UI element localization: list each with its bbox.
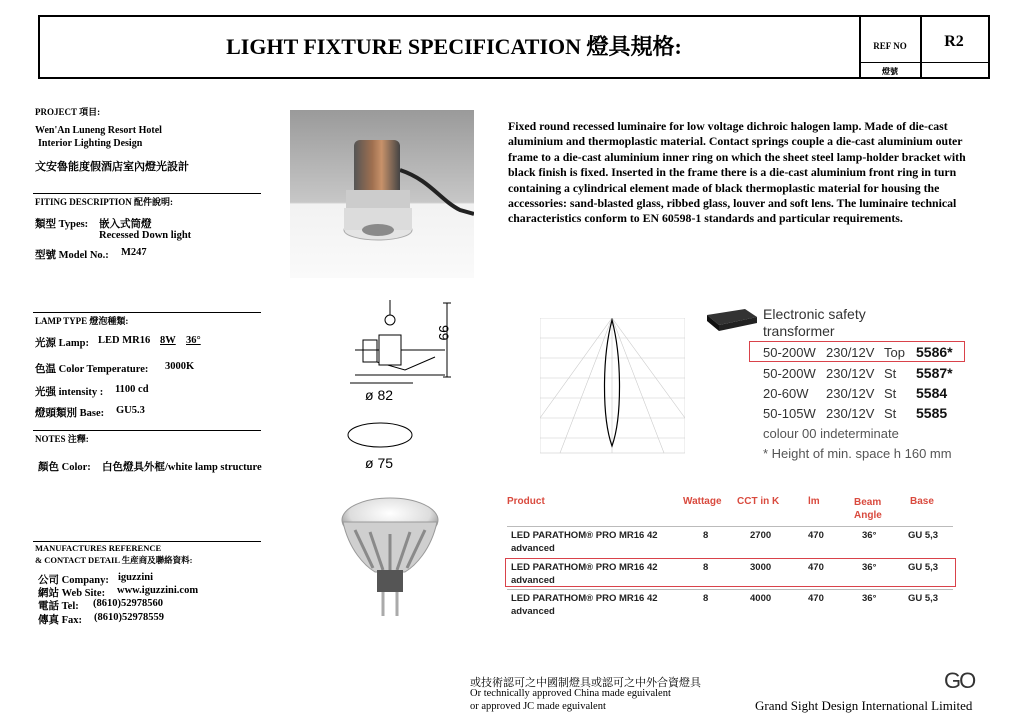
dimension-outer-diameter: ø 82: [365, 387, 394, 403]
product-name-suffix: advanced: [511, 543, 555, 554]
web-value: www.iguzzini.com: [117, 585, 199, 596]
transformer-range: 50-200W: [763, 366, 816, 381]
fax-label: 傳真 Fax:: [38, 615, 83, 626]
model-label: 型號 Model No.:: [35, 250, 109, 261]
transformer-title1: Electronic safety: [763, 306, 866, 322]
project-line3: 文安魯能度假酒店室內燈光設計: [35, 161, 189, 173]
ref-no-value: R2: [944, 33, 964, 50]
lamp-source-label: 光源 Lamp:: [35, 338, 89, 349]
lamp-photo: [335, 490, 445, 620]
lamp-source-c: 36°: [186, 335, 201, 346]
project-line1: Wen'An Luneng Resort Hotel: [35, 125, 162, 136]
transformer-voltage: 230/12V: [826, 386, 875, 401]
lamp-label: LAMP TYPE 燈泡種類:: [35, 316, 129, 326]
header-divider: [859, 62, 990, 63]
color-value: 白色燈具外框/white lamp structure: [102, 462, 262, 473]
colour-note: colour 00 indeterminate: [763, 426, 899, 441]
dimension-drawing: [335, 295, 475, 475]
lamp-source-a: LED MR16: [98, 335, 151, 346]
color-temp-label: 色温 Color Temperature:: [35, 364, 149, 375]
company-logo: GO: [944, 668, 975, 693]
fax-value: (8610)52978559: [94, 612, 164, 623]
company-label: 公司 Company:: [38, 575, 109, 586]
notes-label: NOTES 注釋:: [35, 434, 89, 444]
header-divider: [920, 15, 922, 79]
transformer-voltage: 230/12V: [826, 366, 875, 381]
photometric-diagram: [540, 318, 685, 463]
product-name-suffix: advanced: [511, 575, 555, 586]
product-name-suffix: advanced: [511, 606, 555, 617]
section-divider: [33, 312, 261, 313]
product-base: GU 5,3: [908, 593, 939, 604]
ref-no-cn-label: 燈號: [882, 67, 898, 76]
lamp-source-b: 8W: [160, 335, 176, 346]
company-value: iguzzini: [118, 572, 154, 583]
types-label: 類型 Types:: [35, 219, 89, 230]
fitting-label: FITING DESCRIPTION 配件說明:: [35, 197, 174, 207]
section-divider: [33, 541, 261, 542]
transformer-range: 50-105W: [763, 406, 816, 421]
product-lm: 470: [808, 530, 824, 541]
project-label: PROJECT 項目:: [35, 107, 101, 117]
transformer-code: 5587*: [916, 365, 953, 381]
product-base: GU 5,3: [908, 562, 939, 573]
footer-en2: or approved JC made eguivalent: [470, 701, 606, 712]
product-beam: 36°: [862, 593, 877, 604]
products-header-beam: Beam Angle: [854, 497, 882, 521]
fixture-description: Fixed round recessed luminaire for low voltage dichroic halogen lamp. Made of die-cast aluminium and thermoplastic material. Contact springs couple a die-cast aluminium outer frame to a die-cast aluminium inner ring on which the sheet steel lamp-holder bracket with black finish is fixed. Inserted in the frame there is a die-cast aluminium front ring in turn containing a cylindrical element made of black thermoplastic material for housing the accessories: sand-blasted glass, ribbed glass, louver and soft lens. The luminaire technical characteristics conform to EN 60598-1 standards and particular requirements.: [508, 119, 966, 226]
tel-label: 電話 Tel:: [38, 601, 79, 612]
product-cct: 2700: [750, 530, 772, 541]
transformer-range: 20-60W: [763, 386, 809, 401]
product-cct: 4000: [750, 593, 772, 604]
header-divider: [859, 15, 861, 79]
fixture-photo-illustration: [290, 110, 474, 278]
product-cct: 3000: [750, 562, 772, 573]
transformer-code: 5585: [916, 405, 948, 421]
products-header-product: Product: [507, 496, 545, 507]
base-value: GU5.3: [116, 405, 145, 416]
products-header-lm: lm: [808, 496, 820, 507]
transformer-mount: Top: [884, 345, 905, 360]
manufacturer-label2: & CONTACT DETAIL 生産商及聯絡資料:: [35, 555, 193, 565]
manufacturer-label1: MANUFACTURES REFERENCE: [35, 543, 162, 553]
product-lm: 470: [808, 593, 824, 604]
transformer-range: 50-200W: [763, 345, 816, 360]
product-wattage: 8: [703, 562, 709, 573]
product-name: LED PARATHOM® PRO MR16 42: [511, 562, 658, 573]
product-name: LED PARATHOM® PRO MR16 42: [511, 593, 658, 604]
transformer-illustration: [705, 305, 760, 333]
tel-value: (8610)52978560: [93, 598, 163, 609]
page-title: LIGHT FIXTURE SPECIFICATION 燈具規格:: [226, 34, 682, 59]
transformer-code: 5584: [916, 385, 948, 401]
section-divider: [33, 430, 261, 431]
types-en: Recessed Down light: [99, 230, 192, 241]
base-label: 燈頭類別 Base:: [35, 408, 105, 419]
table-row-divider: [507, 589, 953, 590]
product-base: GU 5,3: [908, 530, 939, 541]
transformer-mount: St: [884, 366, 897, 381]
dimension-cutout-diameter: ø 75: [365, 455, 394, 471]
footer-cn: 或技術認可之中國制燈具或認可之中外合資燈具: [470, 677, 701, 689]
product-wattage: 8: [703, 593, 709, 604]
products-header-cct: CCT in K: [737, 496, 780, 507]
fixture-photo: [290, 110, 474, 278]
product-lm: 470: [808, 562, 824, 573]
color-label: 顏色 Color:: [38, 462, 91, 473]
transformer-mount: St: [884, 406, 897, 421]
section-divider: [33, 193, 261, 194]
footer-company: Grand Sight Design International Limited: [755, 698, 973, 713]
types-cn: 嵌入式筒燈: [99, 219, 152, 230]
height-note: * Height of min. space h 160 mm: [763, 446, 952, 461]
footer-en1: Or technically approved China made eguivalent: [470, 688, 671, 699]
products-header-wattage: Wattage: [683, 496, 722, 507]
transformer-voltage: 230/12V: [826, 406, 875, 421]
project-line2: Interior Lighting Design: [38, 138, 143, 149]
color-temp-value: 3000K: [165, 361, 195, 372]
products-header-base: Base: [910, 496, 934, 507]
transformer-title2: transformer: [763, 323, 835, 339]
web-label: 網站 Web Site:: [38, 588, 106, 599]
product-beam: 36°: [862, 530, 877, 541]
intensity-label: 光强 intensity :: [35, 387, 104, 398]
transformer-voltage: 230/12V: [826, 345, 875, 360]
dimension-height: 99: [436, 325, 452, 341]
table-row-divider: [507, 526, 953, 527]
transformer-mount: St: [884, 386, 897, 401]
product-beam: 36°: [862, 562, 877, 573]
product-name: LED PARATHOM® PRO MR16 42: [511, 530, 658, 541]
product-wattage: 8: [703, 530, 709, 541]
ref-no-label: REF NO: [873, 41, 907, 51]
model-value: M247: [121, 247, 147, 258]
transformer-code: 5586*: [916, 344, 953, 360]
intensity-value: 1100 cd: [115, 384, 149, 395]
